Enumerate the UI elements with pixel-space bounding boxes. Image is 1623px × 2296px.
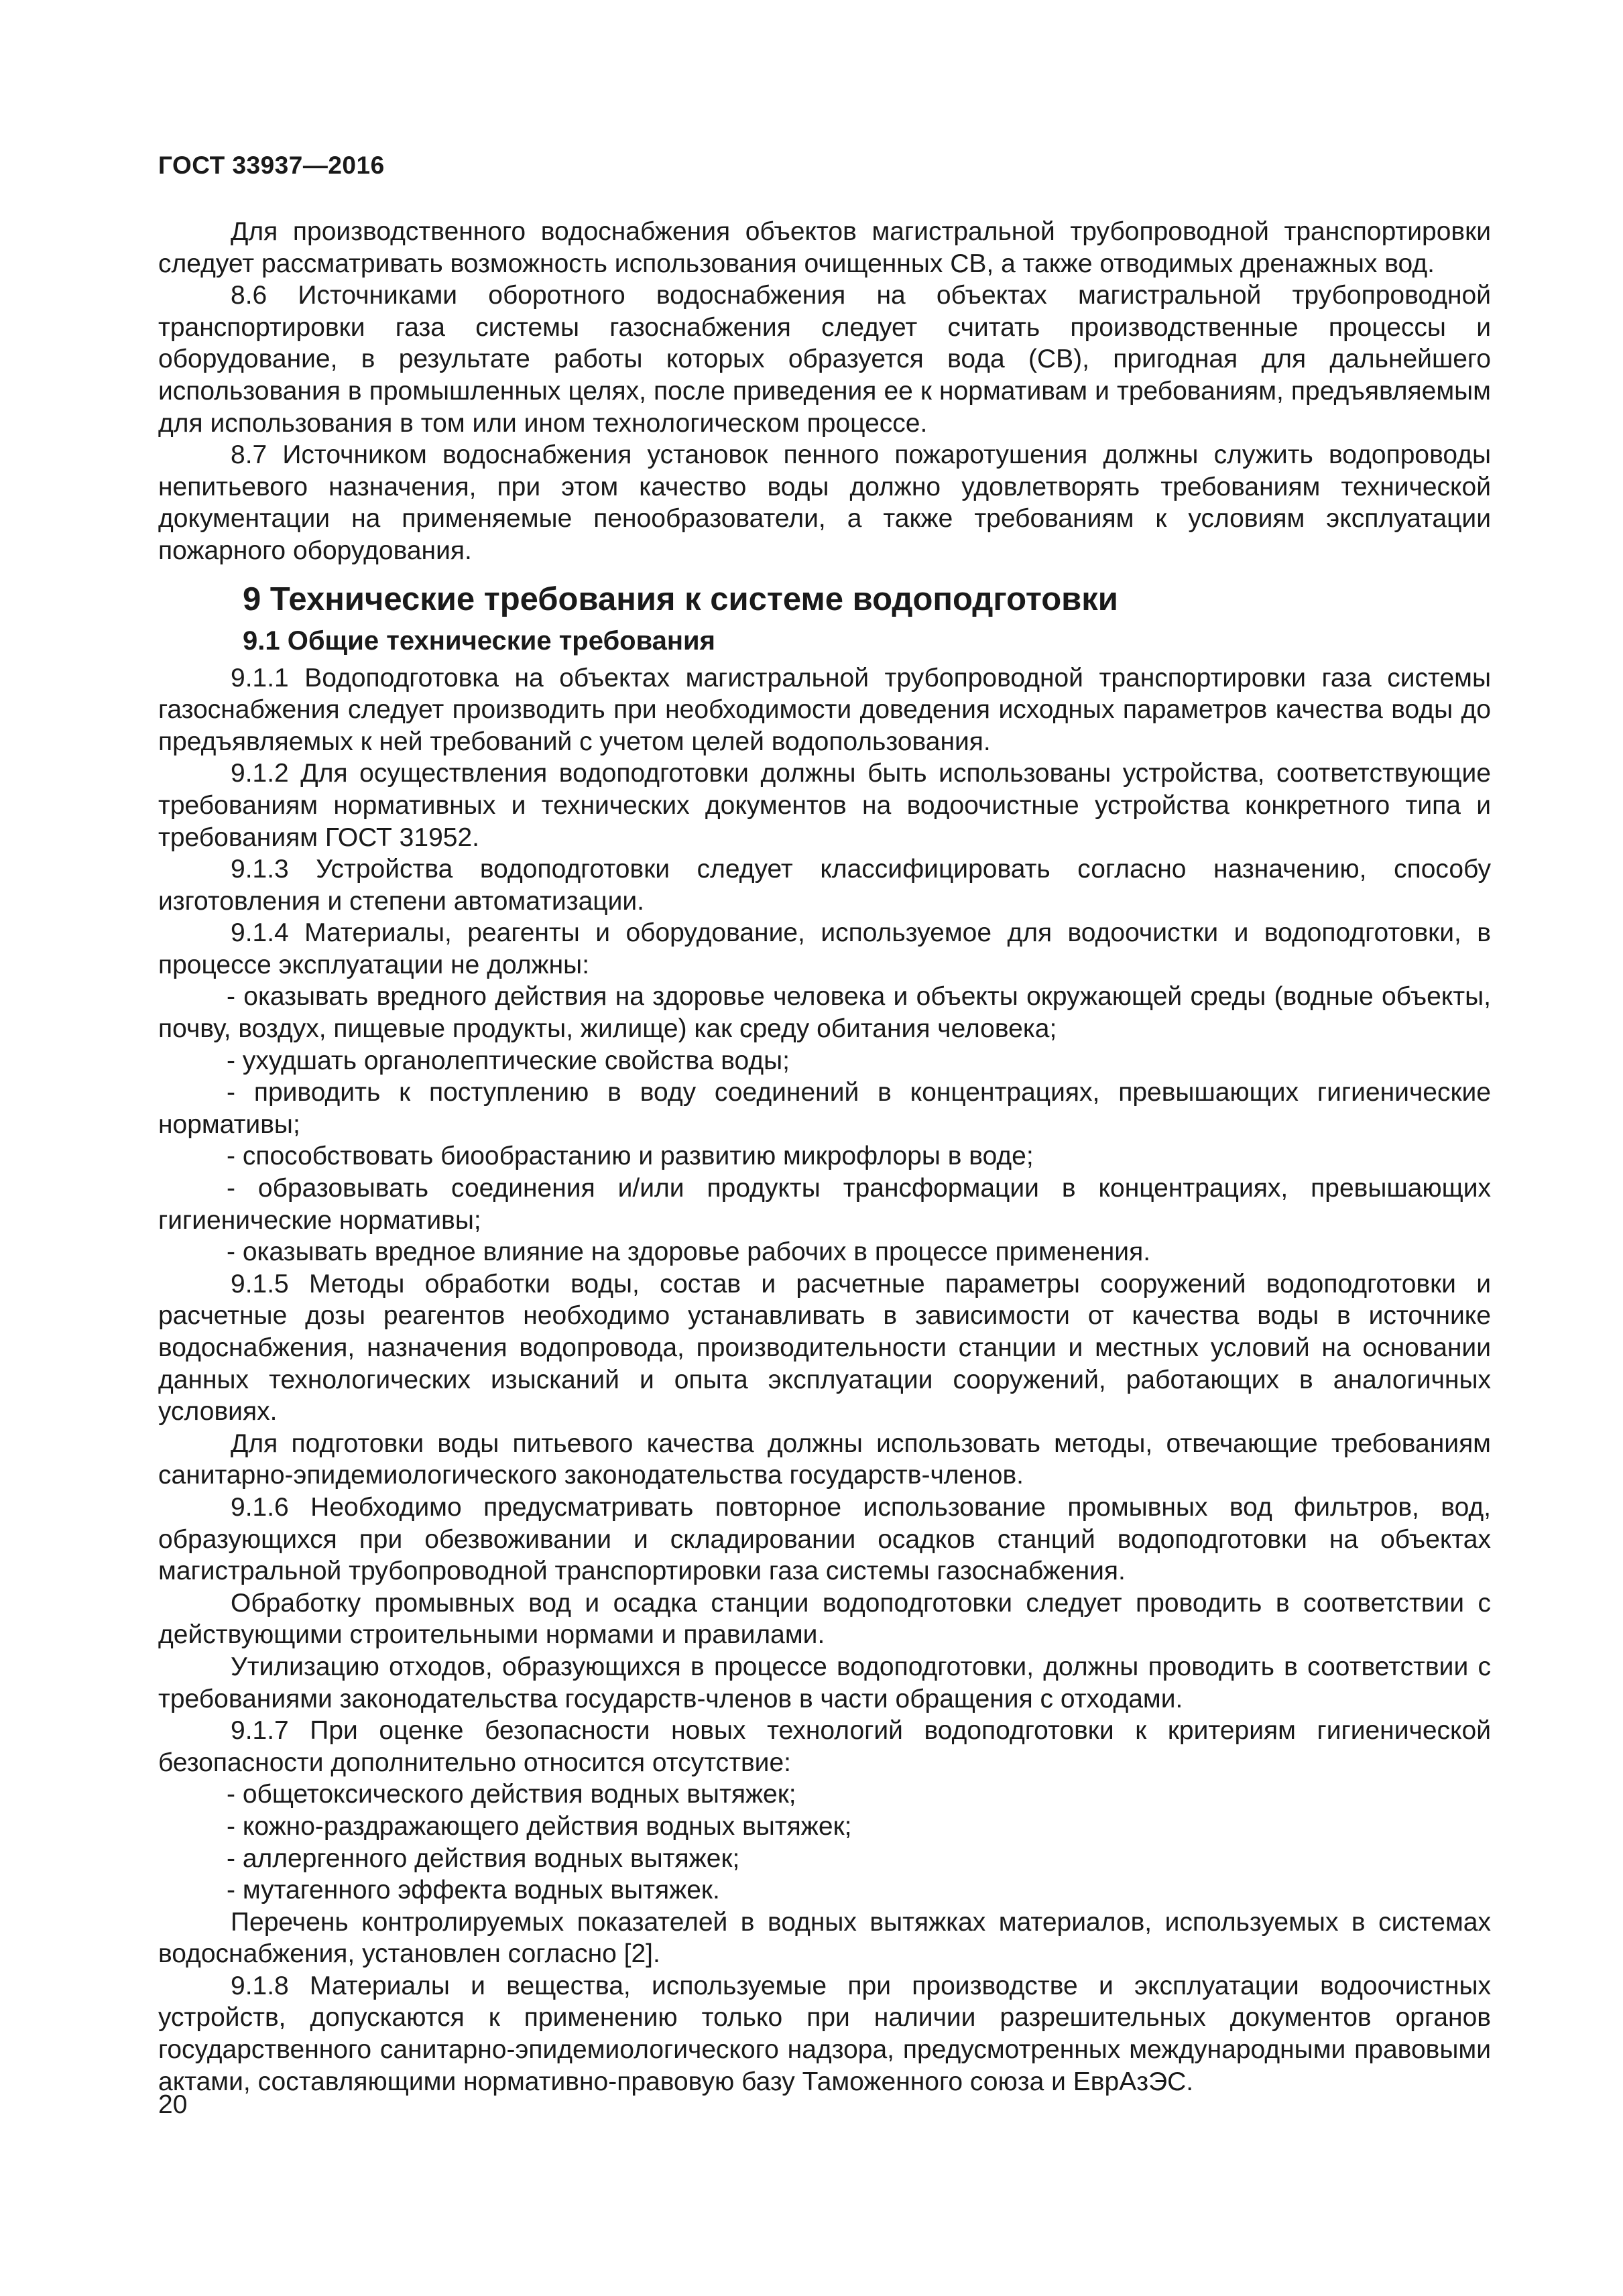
list-item: - оказывать вредного действия на здоровье человека и объекты окружающей среды (водные объекты, почву, воздух, пищевые продукты, жилище) как среду обитания человека; [158, 982, 1491, 1044]
paragraph: Для подготовки воды питьевого качества должны использовать методы, отвечающие требованиям санитарно-эпидемиологического законодательства государств-членов. [158, 1429, 1491, 1490]
document-header: ГОСТ 33937—2016 [158, 152, 385, 179]
paragraph-9-1-1: 9.1.1 Водоподготовка на объектах магистральной трубопроводной транспортировки газа системы газоснабжения следует производить при необходимости доведения исходных параметров качества воды до предъявляемых к ней требований с учетом целей водопользования. [158, 663, 1491, 756]
list-item: - мутагенного эффекта водных вытяжек. [227, 1876, 720, 1905]
paragraph: Перечень контролируемых показателей в водных вытяжках материалов, используемых в системах водоснабжения, установлен согласно [2]. [158, 1907, 1491, 1969]
list-item: - способствовать биообрастанию и развитию микрофлоры в воде; [227, 1142, 1034, 1171]
list-item: - аллергенного действия водных вытяжек; [227, 1844, 740, 1873]
page-number: 20 [158, 2090, 188, 2119]
list-item: - оказывать вредное влияние на здоровье рабочих в процессе применения. [227, 1237, 1151, 1267]
paragraph-9-1-2: 9.1.2 Для осуществления водоподготовки должны быть использованы устройства, соответствующие требованиям нормативных и технических документов на водоочистные устройства конкретного типа и требованиям ГОСТ 31952. [158, 759, 1491, 852]
paragraph-8-7: 8.7 Источником водоснабжения установок пенного пожаротушения должны служить водопроводы непитьевого назначения, при этом качество воды должно удовлетворять требованиям технической документации на применяемые пенообразователи, а также требованиям к условиям эксплуатации пожарного оборудования. [158, 440, 1491, 565]
paragraph-9-1-8: 9.1.8 Материалы и вещества, используемые при производстве и эксплуатации водоочистных устройств, допускаются к применению только при наличии разрешительных документов органов государственного санитарно-эпидемиологического надзора, предусмотренных международными правовыми актами, составляющими нормативно-правовую базу Таможенного союза и ЕврАзЭС. [158, 1971, 1491, 2096]
section-title: 9 Технические требования к системе водоподготовки [243, 581, 1118, 617]
paragraph-9-1-3: 9.1.3 Устройства водоподготовки следует классифицировать согласно назначению, способу изготовления и степени автоматизации. [158, 855, 1491, 916]
list-item: - общетоксического действия водных вытяжек; [227, 1780, 796, 1809]
paragraph-8-6: 8.6 Источниками оборотного водоснабжения на объектах магистральной трубопроводной транспортировки газа системы газоснабжения следует считать производственные процессы и оборудование, в результате работы которых образуется вода (СВ), пригодная для дальнейшего использования в промышленных целях, после приведения ее к нормативам и требованиям, предъявляемым для использования в том или ином технологическом процессе. [158, 281, 1491, 438]
document-body [158, 216, 1491, 2098]
subsection-title: 9.1 Общие технические требования [243, 625, 715, 656]
paragraph-9-1-5: 9.1.5 Методы обработки воды, состав и расчетные параметры сооружений водоподготовки и расчетные дозы реагентов необходимо устанавливать в зависимости от качества воды в источнике водоснабжения, назначения водопровода, производительности станции и местных условий на основании данных технологических изысканий и опыта эксплуатации сооружений, работающих в аналогичных условиях. [158, 1269, 1491, 1427]
list-item: - образовывать соединения и/или продукты трансформации в концентрациях, превышающих гигиенические нормативы; [158, 1174, 1491, 1235]
paragraph-9-1-6: 9.1.6 Необходимо предусматривать повторное использование промывных вод фильтров, вод, образующихся при обезвоживании и складировании осадков станций водоподготовки на объектах магистральной трубопроводной транспортировки газа системы газоснабжения. [158, 1492, 1491, 1586]
list-item: - ухудшать органолептические свойства воды; [227, 1046, 790, 1075]
paragraph: Для производственного водоснабжения объектов магистральной трубопроводной транспортировки следует рассматривать возможность использования очищенных СВ, а также отводимых дренажных вод. [158, 217, 1491, 278]
paragraph: Утилизацию отходов, образующихся в процессе водоподготовки, должны проводить в соответствии с требованиями законодательства государств-членов в части обращения с отходами. [158, 1652, 1491, 1713]
paragraph-9-1-4: 9.1.4 Материалы, реагенты и оборудование, используемое для водоочистки и водоподготовки, в процессе эксплуатации не должны: [158, 918, 1491, 979]
list-item: - приводить к поступлению в воду соединений в концентрациях, превышающих гигиенические нормативы; [158, 1078, 1491, 1139]
list-item: - кожно-раздражающего действия водных вытяжек; [227, 1811, 852, 1841]
paragraph: Обработку промывных вод и осадка станции водоподготовки следует проводить в соответствии с действующими строительными нормами и правилами. [158, 1588, 1491, 1650]
paragraph-9-1-7: 9.1.7 При оценке безопасности новых технологий водоподготовки к критериям гигиенической безопасности дополнительно относится отсутствие: [158, 1716, 1491, 1777]
